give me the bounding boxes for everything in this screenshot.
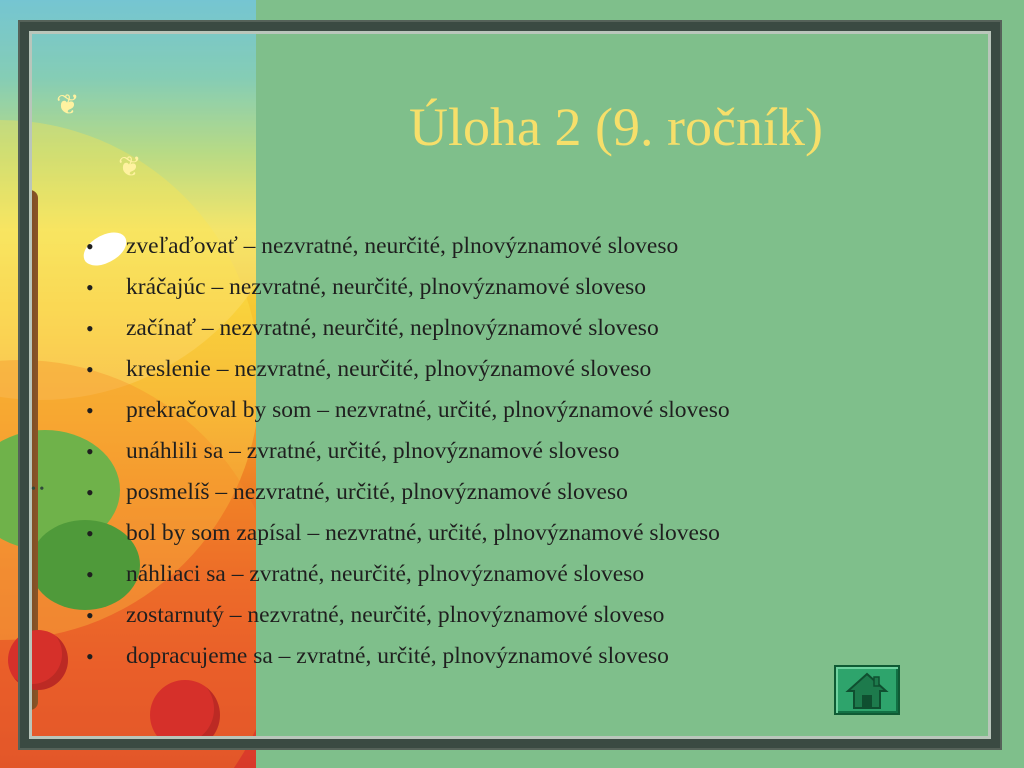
list-item: [78, 312, 730, 353]
bullet-icon: •: [86, 521, 94, 546]
list-item: [78, 640, 730, 681]
list-item: [78, 476, 730, 517]
list-item-text: bol by som zapísal – nezvratné, určité, plnovýznamové sloveso: [126, 520, 720, 546]
list-item: [78, 558, 730, 599]
list-item: [78, 394, 730, 435]
list-item-text: unáhlili sa – zvratné, určité, plnovýznamové sloveso: [126, 438, 620, 464]
stray-bullet-marker: • •: [31, 482, 45, 497]
bullet-icon: •: [86, 398, 94, 423]
bullet-icon: •: [86, 644, 94, 669]
list-item-text: dopracujeme sa – zvratné, určité, plnovýznamové sloveso: [126, 643, 669, 669]
bullet-icon: •: [86, 275, 94, 300]
list-item-text: začínať – nezvratné, neurčité, neplnovýznamové sloveso: [126, 315, 659, 341]
bullet-icon: •: [86, 439, 94, 464]
list-item: [78, 353, 730, 394]
bullet-list: [78, 230, 730, 681]
home-button[interactable]: [834, 665, 900, 715]
list-item: [78, 599, 730, 640]
slide-title: Úloha 2 (9. ročník): [409, 97, 823, 157]
list-item-text: náhliaci sa – zvratné, neurčité, plnovýznamové sloveso: [126, 561, 645, 587]
list-item: [78, 271, 730, 312]
bullet-icon: •: [86, 562, 94, 587]
bullet-icon: •: [86, 357, 94, 382]
list-item-text: prekračoval by som – nezvratné, určité, plnovýznamové sloveso: [126, 397, 730, 423]
butterfly-icon: ❦: [118, 152, 142, 183]
bullet-icon: •: [86, 316, 94, 341]
butterfly-icon: ❦: [56, 90, 80, 121]
list-item-text: posmelíš – nezvratné, určité, plnovýznamové sloveso: [126, 479, 628, 505]
list-item: [78, 517, 730, 558]
bullet-icon: •: [86, 234, 94, 259]
home-icon: [845, 671, 889, 711]
bullet-icon: •: [86, 603, 94, 628]
list-item-text: kráčajúc – nezvratné, neurčité, plnovýznamové sloveso: [126, 274, 647, 300]
list-item-text: zostarnutý – nezvratné, neurčité, plnovýznamové sloveso: [126, 602, 665, 628]
list-item-text: kreslenie – nezvratné, neurčité, plnovýznamové sloveso: [126, 356, 652, 382]
list-item-text: zveľaďovať – nezvratné, neurčité, plnovýznamové sloveso: [126, 233, 679, 259]
bullet-icon: •: [86, 480, 94, 505]
list-item: [78, 435, 730, 476]
list-item: [78, 230, 730, 271]
